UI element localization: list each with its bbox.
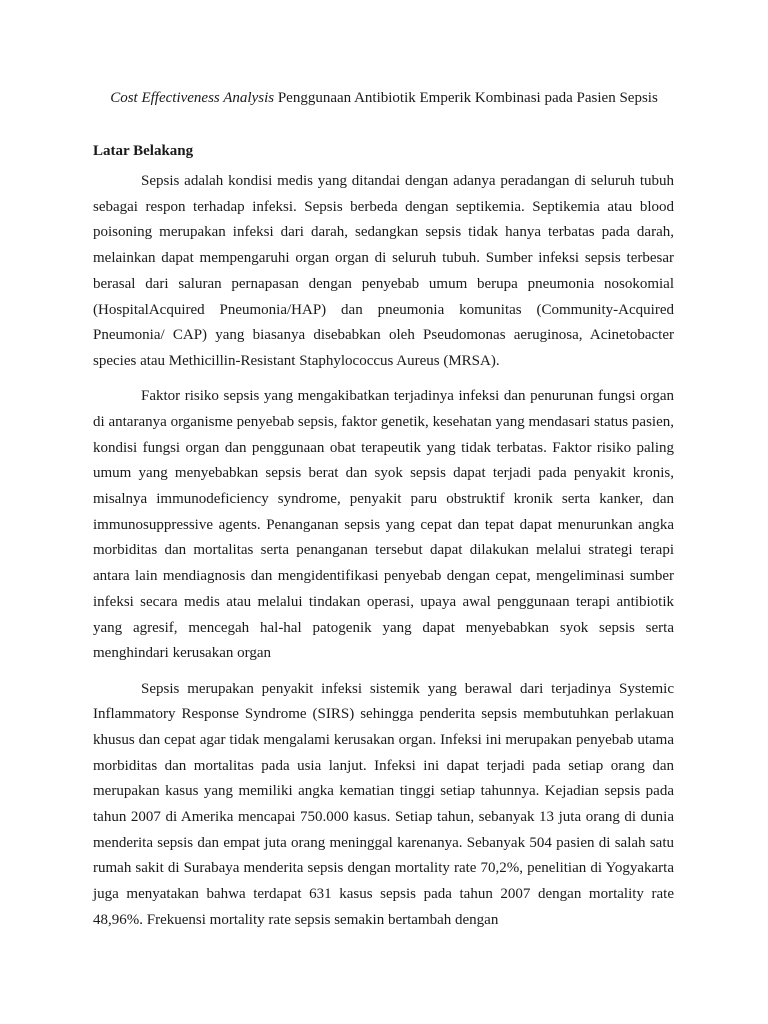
paragraph-2: Faktor risiko sepsis yang mengakibatkan terjadinya infeksi dan penurunan fungsi organ di antaranya organisme penyebab sepsis, faktor genetik, kesehatan yang mendasari status pasien, kondisi fungsi organ dan penggunaan obat terapeutik yang tidak terbatas. Faktor risiko paling umum yang menyebabkan sepsis berat dan syok sepsis dapat terjadi pada penyakit kronis, misalnya immunodeficiency syndrome, penyakit paru obstruktif kronik serta kanker, dan immunosuppressive agents. Penanganan sepsis yang cepat dan tepat dapat menurunkan angka morbiditas dan mortalitas serta penanganan tersebut dapat dilakukan melalui strategi terapi antara lain mendiagnosis dan mengidentifikasi penyebab dengan cepat, mengeliminasi sumber infeksi secara medis atau melalui tindakan operasi, upaya awal penggunaan terapi antibiotik yang agresif, mencegah hal-hal patogenik yang dapat menyebabkan syok sepsis serta menghindari kerusakan organ [93, 388, 674, 662]
document-title [0, 88, 768, 108]
paragraph-3: Sepsis merupakan penyakit infeksi sistemik yang berawal dari terjadinya Systemic Inflammatory Response Syndrome (SIRS) sehingga penderita sepsis membutuhkan perlakuan khusus dan cepat agar tidak mengalami kerusakan organ. Infeksi ini merupakan penyebab utama morbiditas dan mortalitas pada usia lanjut. Infeksi ini dapat terjadi pada setiap orang dan merupakan kasus yang memiliki angka kematian tinggi setiap tahunnya. Kejadian sepsis pada tahun 2007 di Amerika mencapai 750.000 kasus. Setiap tahun, sebanyak 13 juta orang di dunia menderita sepsis dan empat juta orang meninggal karenanya. Sebanyak 504 pasien di salah satu rumah sakit di Surabaya menderita sepsis dengan mortality rate 70,2%, penelitian di Yogyakarta juga menyatakan bahwa terdapat 631 kasus sepsis pada tahun 2007 dengan mortality rate 48,96%. Frekuensi mortality rate sepsis semakin bertambah dengan [93, 680, 674, 928]
paragraph-1: Sepsis adalah kondisi medis yang ditandai dengan adanya peradangan di seluruh tubuh sebagai respon terhadap infeksi. Sepsis berbeda dengan septikemia. Septikemia atau blood poisoning merupakan infeksi dari darah, sedangkan sepsis tidak hanya terbatas pada darah, melainkan dapat mempengaruhi organ organ di seluruh tubuh. Sumber infeksi sepsis terbesar berasal dari saluran pernapasan dengan penyebab umum berupa pneumonia nosokomial (HospitalAcquired Pneumonia/HAP) dan pneumonia komunitas (Community-Acquired Pneumonia/ CAP) yang biasanya disebabkan oleh Pseudomonas aeruginosa, Acinetobacter species atau Methicillin-Resistant Staphylococcus Aureus (MRSA). [93, 173, 674, 369]
section-heading: Latar Belakang [93, 143, 194, 159]
title-italic-part: Cost Effectiveness Analysis [110, 90, 275, 106]
title-main-part: Penggunaan Antibiotik Emperik Kombinasi pada Pasien Sepsis [274, 90, 658, 106]
body-text [93, 169, 674, 934]
